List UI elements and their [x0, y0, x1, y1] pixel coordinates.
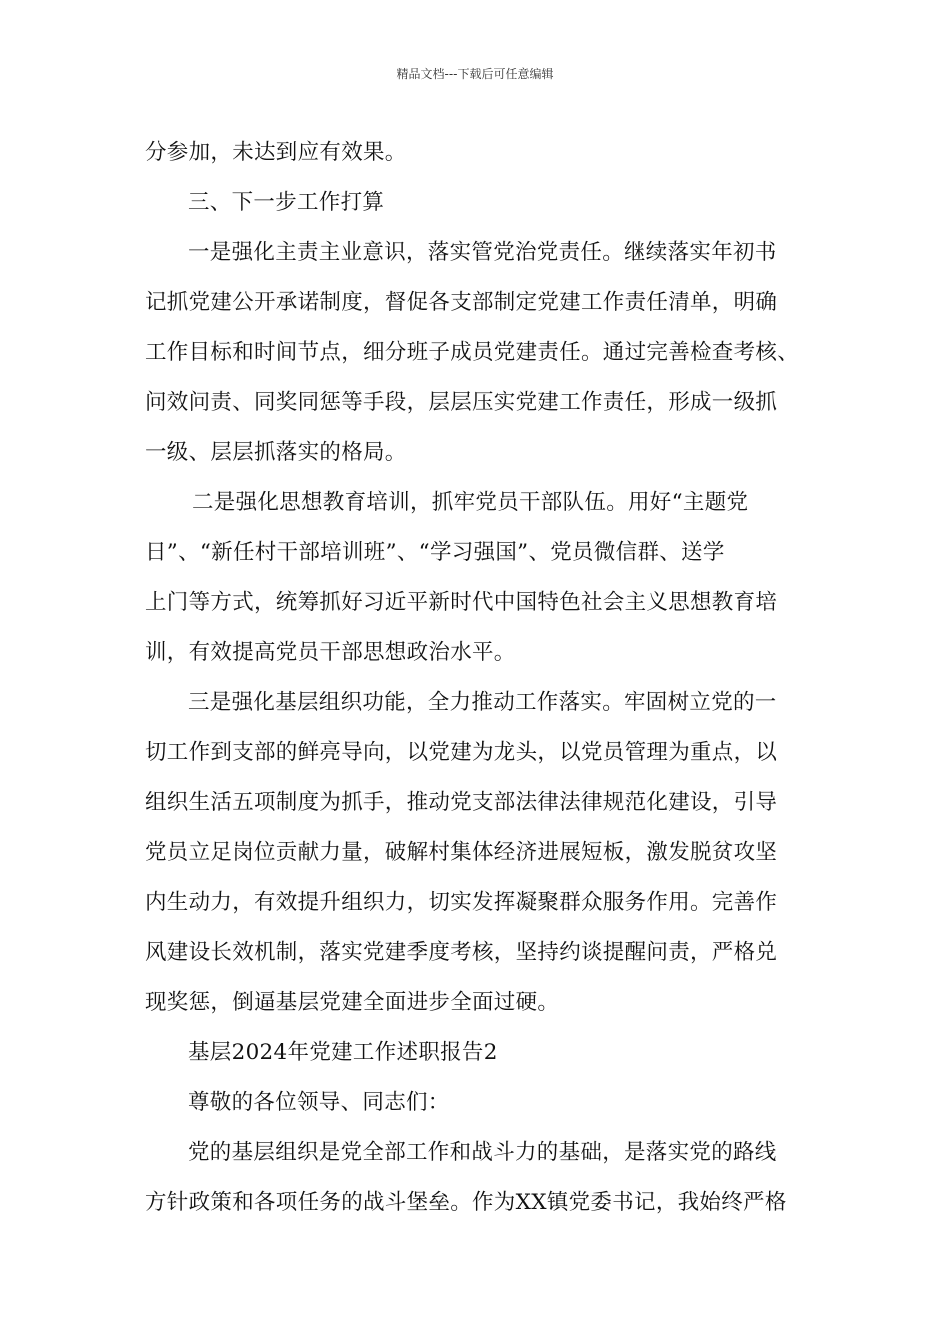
text-line: 三是强化基层组织功能，全力推动工作落实。牢固树立党的一 [188, 690, 777, 715]
text-line: 现奖惩，倒逼基层党建全面进步全面过硬。 [145, 990, 560, 1015]
document-body [145, 128, 810, 1228]
text-line: 一是强化主责主业意识，落实管党治党责任。继续落实年初书 [188, 240, 777, 265]
text-line: 方针政策和各项任务的战斗堡垒。作为XX镇党委书记，我始终严格 [145, 1190, 787, 1215]
text-line: 内生动力，有效提升组织力，切实发挥凝聚群众服务作用。完善作 [145, 890, 778, 915]
report-title: 基层2024年党建工作述职报告2 [188, 1040, 498, 1065]
salutation: 尊敬的各位领导、同志们： [188, 1090, 450, 1115]
text-line: 训，有效提高党员干部思想政治水平。 [145, 640, 516, 665]
text-line: 二是强化思想教育培训，抓牢党员干部队伍。用好“主题党 [192, 490, 749, 515]
text-line: 组织生活五项制度为抓手，推动党支部法律法律规范化建设，引导 [145, 790, 778, 815]
text-line: 分参加，未达到应有效果。 [145, 140, 407, 165]
text-line: 上门等方式，统筹抓好习近平新时代中国特色社会主义思想教育培 [145, 590, 778, 615]
text-line: 记抓党建公开承诺制度，督促各支部制定党建工作责任清单，明确 [145, 290, 778, 315]
text-line: 党员立足岗位贡献力量，破解村集体经济进展短板，激发脱贫攻坚 [145, 840, 778, 865]
text-line: 一级、层层抓落实的格局。 [145, 440, 407, 465]
text-line: 切工作到支部的鲜亮导向，以党建为龙头，以党员管理为重点，以 [145, 740, 778, 765]
page-header: 精品文档---下载后可任意编辑 [396, 67, 554, 81]
text-line: 风建设长效机制，落实党建季度考核，坚持约谈提醒问责，严格兑 [145, 940, 778, 965]
text-line: 党的基层组织是党全部工作和战斗力的基础，是落实党的路线 [188, 1140, 777, 1165]
text-line: 日”、“新任村干部培训班”、“学习强国”、党员微信群、送学 [145, 540, 725, 565]
text-line: 工作目标和时间节点，细分班子成员党建责任。通过完善检查考核、 [145, 340, 800, 365]
text-line: 问效问责、同奖同惩等手段，层层压实党建工作责任，形成一级抓 [145, 390, 778, 415]
section-heading: 三、下一步工作打算 [188, 190, 385, 215]
